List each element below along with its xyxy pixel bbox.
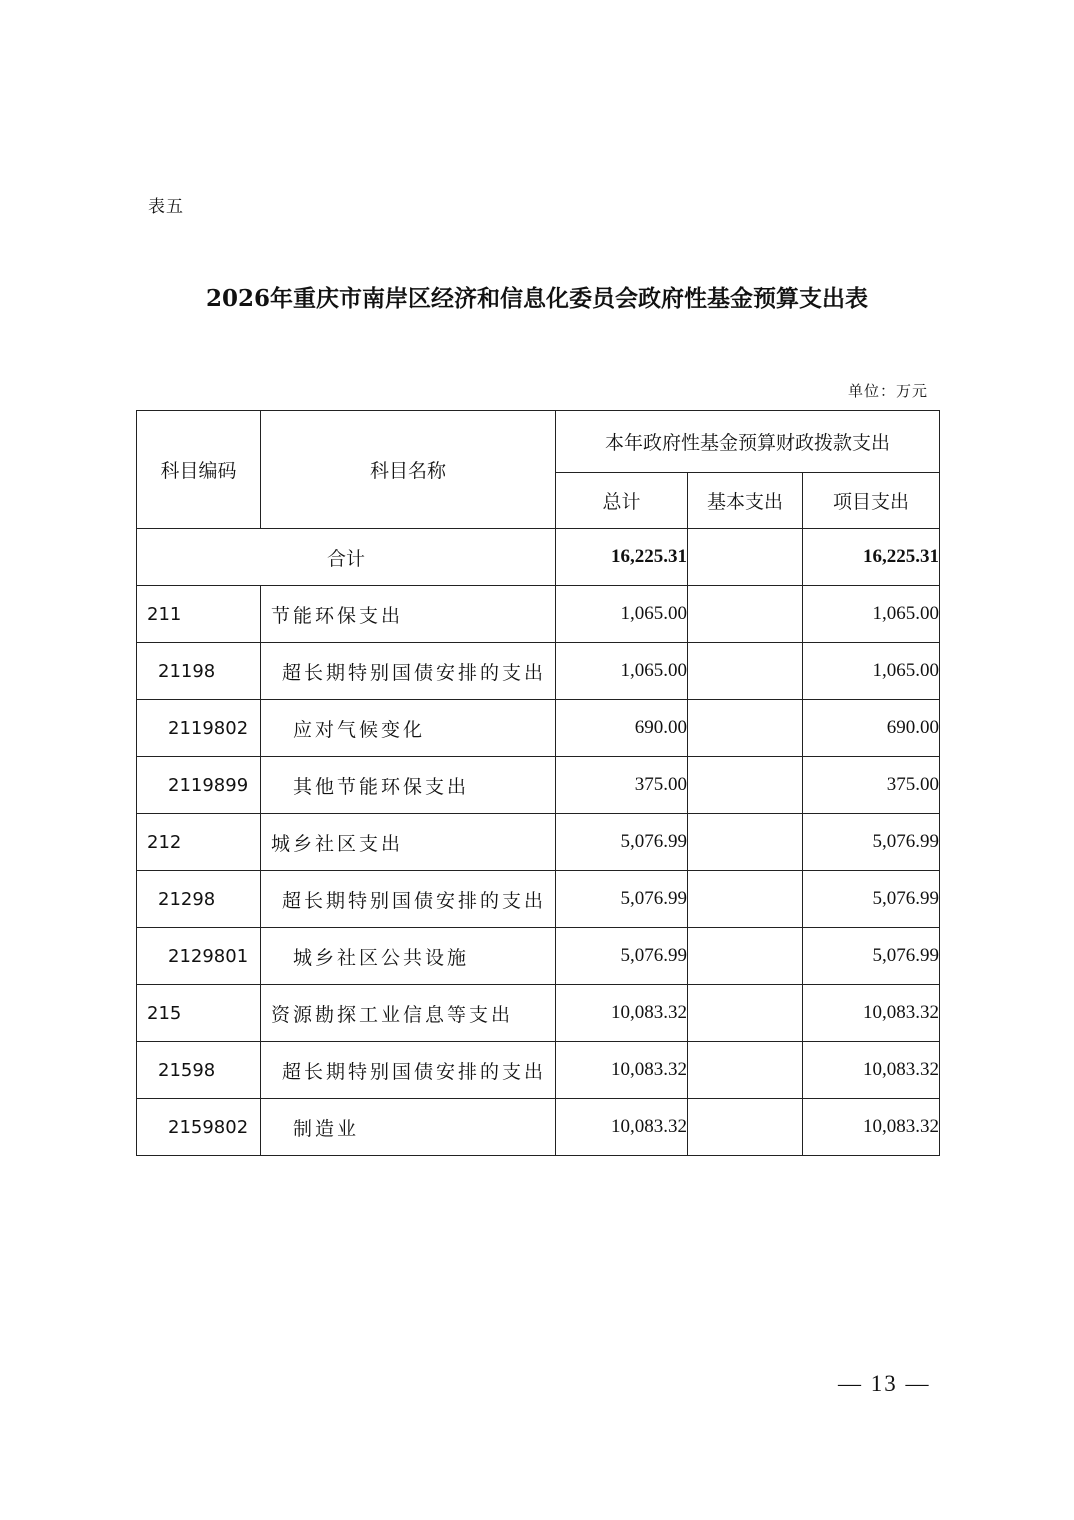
row-name: 制造业 xyxy=(261,1099,556,1156)
table-row xyxy=(137,928,940,985)
budget-table xyxy=(136,410,940,1156)
table-row xyxy=(137,700,940,757)
row-total: 5,076.99 xyxy=(556,871,688,928)
document-title: 2026年重庆市南岸区经济和信息化委员会政府性基金预算支出表 xyxy=(205,285,868,312)
table-row xyxy=(137,586,940,643)
row-code: 2159802 xyxy=(137,1099,261,1156)
row-total: 1,065.00 xyxy=(556,586,688,643)
row-project: 1,065.00 xyxy=(803,643,940,700)
row-project: 10,083.32 xyxy=(803,985,940,1042)
row-code: 21598 xyxy=(137,1042,261,1099)
row-name: 超长期特别国债安排的支出 xyxy=(261,1042,556,1099)
header-code: 科目编码 xyxy=(137,411,261,529)
row-code: 2119802 xyxy=(137,700,261,757)
row-name: 节能环保支出 xyxy=(261,586,556,643)
table-row xyxy=(137,814,940,871)
table-row xyxy=(137,871,940,928)
table-row xyxy=(137,985,940,1042)
unit-label: 单位：万元 xyxy=(847,382,928,400)
row-code: 2129801 xyxy=(137,928,261,985)
header-group: 本年政府性基金预算财政拨款支出 xyxy=(556,411,940,473)
row-code: 21298 xyxy=(137,871,261,928)
total-row xyxy=(137,529,940,586)
row-basic xyxy=(688,985,803,1042)
row-basic xyxy=(688,1099,803,1156)
row-total: 10,083.32 xyxy=(556,1042,688,1099)
row-name: 超长期特别国债安排的支出 xyxy=(261,643,556,700)
row-total: 1,065.00 xyxy=(556,643,688,700)
row-code: 21198 xyxy=(137,643,261,700)
header-basic: 基本支出 xyxy=(688,473,803,529)
row-project: 375.00 xyxy=(803,757,940,814)
row-name: 城乡社区支出 xyxy=(261,814,556,871)
row-basic xyxy=(688,586,803,643)
row-code: 215 xyxy=(137,985,261,1042)
header-total: 总计 xyxy=(556,473,688,529)
row-code: 211 xyxy=(137,586,261,643)
row-code: 2119899 xyxy=(137,757,261,814)
row-total: 10,083.32 xyxy=(556,1099,688,1156)
total-project: 16,225.31 xyxy=(803,529,940,586)
row-code: 212 xyxy=(137,814,261,871)
row-basic xyxy=(688,871,803,928)
row-basic xyxy=(688,757,803,814)
row-name: 资源勘探工业信息等支出 xyxy=(261,985,556,1042)
row-total: 10,083.32 xyxy=(556,985,688,1042)
row-total: 375.00 xyxy=(556,757,688,814)
row-name: 超长期特别国债安排的支出 xyxy=(261,871,556,928)
table-row xyxy=(137,1099,940,1156)
total-total: 16,225.31 xyxy=(556,529,688,586)
row-total: 5,076.99 xyxy=(556,814,688,871)
total-label: 合计 xyxy=(137,529,556,586)
row-basic xyxy=(688,1042,803,1099)
table-row xyxy=(137,757,940,814)
row-basic xyxy=(688,700,803,757)
row-project: 5,076.99 xyxy=(803,814,940,871)
row-project: 5,076.99 xyxy=(803,928,940,985)
row-name: 城乡社区公共设施 xyxy=(261,928,556,985)
table-tag: 表五 xyxy=(148,197,184,217)
row-project: 1,065.00 xyxy=(803,586,940,643)
header-name: 科目名称 xyxy=(261,411,556,529)
row-name: 其他节能环保支出 xyxy=(261,757,556,814)
total-basic xyxy=(688,529,803,586)
row-basic xyxy=(688,814,803,871)
table-row xyxy=(137,1042,940,1099)
row-project: 10,083.32 xyxy=(803,1042,940,1099)
row-total: 690.00 xyxy=(556,700,688,757)
row-project: 690.00 xyxy=(803,700,940,757)
row-name: 应对气候变化 xyxy=(261,700,556,757)
row-basic xyxy=(688,928,803,985)
table-row xyxy=(137,643,940,700)
row-project: 10,083.32 xyxy=(803,1099,940,1156)
row-basic xyxy=(688,643,803,700)
row-project: 5,076.99 xyxy=(803,871,940,928)
page-number: — 13 — xyxy=(838,1371,931,1396)
header-project: 项目支出 xyxy=(803,473,940,529)
row-total: 5,076.99 xyxy=(556,928,688,985)
